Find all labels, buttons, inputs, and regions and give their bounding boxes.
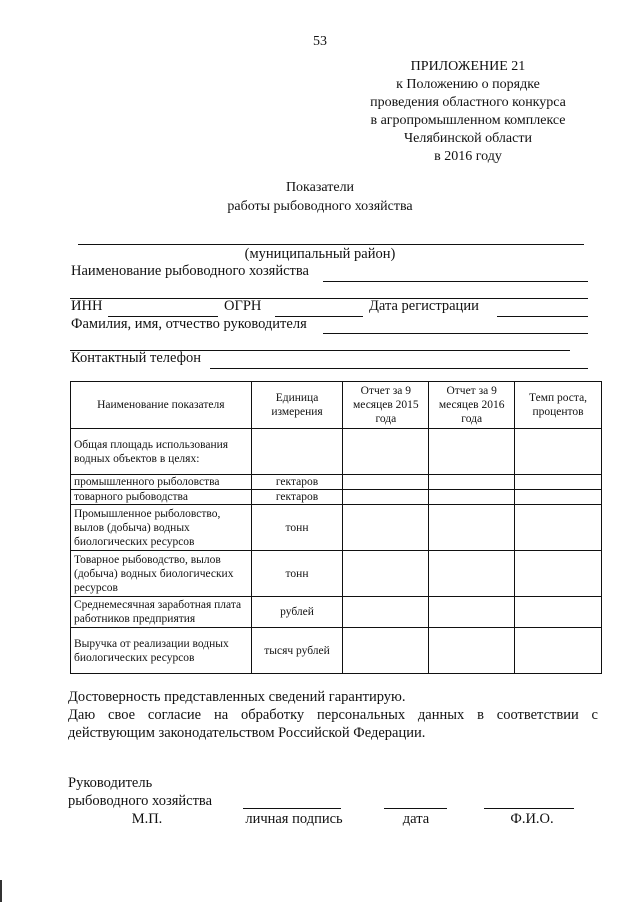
stamp-caption: М.П. [131, 811, 163, 827]
registration-date-label: Дата регистрации [369, 298, 479, 314]
registration-date-field[interactable] [497, 316, 588, 317]
report-2016-cell[interactable] [429, 490, 515, 505]
document-title [0, 178, 640, 216]
indicator-name: Товарное рыбоводство, вылов (добыча) водных биологических ресурсов [71, 551, 252, 597]
report-2016-cell[interactable] [429, 505, 515, 551]
report-2015-cell[interactable] [343, 475, 429, 490]
table-row [71, 490, 602, 505]
indicator-unit: гектаров [251, 490, 343, 505]
full-name-field[interactable] [484, 808, 574, 809]
growth-rate-cell[interactable] [515, 505, 602, 551]
full-name-caption: Ф.И.О. [510, 811, 554, 827]
head-name-field[interactable] [323, 333, 588, 334]
signature-field[interactable] [243, 808, 341, 809]
date-field[interactable] [384, 808, 447, 809]
growth-rate-cell[interactable] [515, 551, 602, 597]
indicator-unit: тонн [251, 551, 343, 597]
municipal-district-caption: (муниципальный район) [244, 246, 396, 262]
growth-rate-cell[interactable] [515, 597, 602, 628]
report-2016-cell[interactable] [429, 429, 515, 475]
date-caption: дата [402, 811, 430, 827]
appendix-line: Челябинской области [404, 131, 532, 146]
appendix-line: к Положению о порядке [396, 77, 540, 92]
consent-statement: Даю свое согласие на обработку персональных данных в соответствии с действующим законодательством Российской Федерации. [68, 707, 598, 741]
indicator-unit: тонн [251, 505, 343, 551]
growth-rate-cell[interactable] [515, 628, 602, 674]
table-row [71, 597, 602, 628]
guarantee-statement: Достоверность представленных сведений гарантирую. [68, 689, 406, 705]
indicator-name: Общая площадь использования водных объектов в целях: [71, 429, 252, 475]
report-2016-cell[interactable] [429, 475, 515, 490]
signature-caption: личная подпись [245, 811, 343, 827]
column-header-indicator: Наименование показателя [71, 382, 252, 429]
appendix-header [348, 58, 588, 166]
ogrn-label: ОГРН [224, 298, 262, 314]
indicator-unit: тысяч рублей [251, 628, 343, 674]
page-number: 53 [313, 34, 327, 49]
table-row [71, 551, 602, 597]
report-2015-cell[interactable] [343, 490, 429, 505]
enterprise-name-label: Наименование рыбоводного хозяйства [71, 263, 309, 279]
table-row [71, 429, 602, 475]
table-row [71, 475, 602, 490]
appendix-line: ПРИЛОЖЕНИЕ 21 [410, 59, 526, 74]
growth-rate-cell[interactable] [515, 429, 602, 475]
report-2015-cell[interactable] [343, 429, 429, 475]
report-2015-cell[interactable] [343, 505, 429, 551]
indicators-table [70, 381, 602, 674]
indicator-name: Выручка от реализации водных биологических ресурсов [71, 628, 252, 674]
column-header-report-2015: Отчет за 9 месяцев 2015 года [343, 382, 429, 429]
report-2016-cell[interactable] [429, 628, 515, 674]
scan-edge-mark [0, 880, 2, 902]
appendix-line: проведения областного конкурса [370, 95, 566, 110]
municipal-district-field[interactable] [78, 244, 584, 245]
phone-label: Контактный телефон [71, 350, 202, 366]
report-2016-cell[interactable] [429, 597, 515, 628]
title-line-1: Показатели [285, 180, 355, 195]
indicator-name: Среднемесячная заработная плата работников предприятия [71, 597, 252, 628]
head-title-line-1: Руководитель [68, 775, 153, 791]
column-header-growth-rate: Темп роста, процентов [515, 382, 602, 429]
appendix-line: в агропромышленном комплексе [370, 113, 566, 128]
table-row [71, 505, 602, 551]
column-header-unit: Единица измерения [251, 382, 343, 429]
table-row [71, 628, 602, 674]
enterprise-name-field-continued[interactable] [70, 298, 588, 299]
indicator-name: товарного рыбоводства [71, 490, 252, 505]
report-2015-cell[interactable] [343, 597, 429, 628]
indicator-unit: гектаров [251, 475, 343, 490]
growth-rate-cell[interactable] [515, 475, 602, 490]
report-2016-cell[interactable] [429, 551, 515, 597]
indicator-unit: рублей [251, 597, 343, 628]
report-2015-cell[interactable] [343, 628, 429, 674]
indicator-name: Промышленное рыболовство, вылов (добыча) водных биологических ресурсов [71, 505, 252, 551]
enterprise-name-field[interactable] [323, 281, 588, 282]
title-line-2: работы рыбоводного хозяйства [227, 199, 413, 214]
appendix-line: в 2016 году [434, 149, 502, 164]
phone-field[interactable] [210, 368, 588, 369]
table-header-row [71, 382, 602, 429]
growth-rate-cell[interactable] [515, 490, 602, 505]
head-title-line-2: рыбоводного хозяйства [68, 793, 213, 809]
indicator-name: промышленного рыболовства [71, 475, 252, 490]
inn-label: ИНН [71, 298, 103, 314]
report-2015-cell[interactable] [343, 551, 429, 597]
column-header-report-2016: Отчет за 9 месяцев 2016 года [429, 382, 515, 429]
head-name-label: Фамилия, имя, отчество руководителя [71, 316, 307, 332]
indicator-unit [251, 429, 343, 475]
